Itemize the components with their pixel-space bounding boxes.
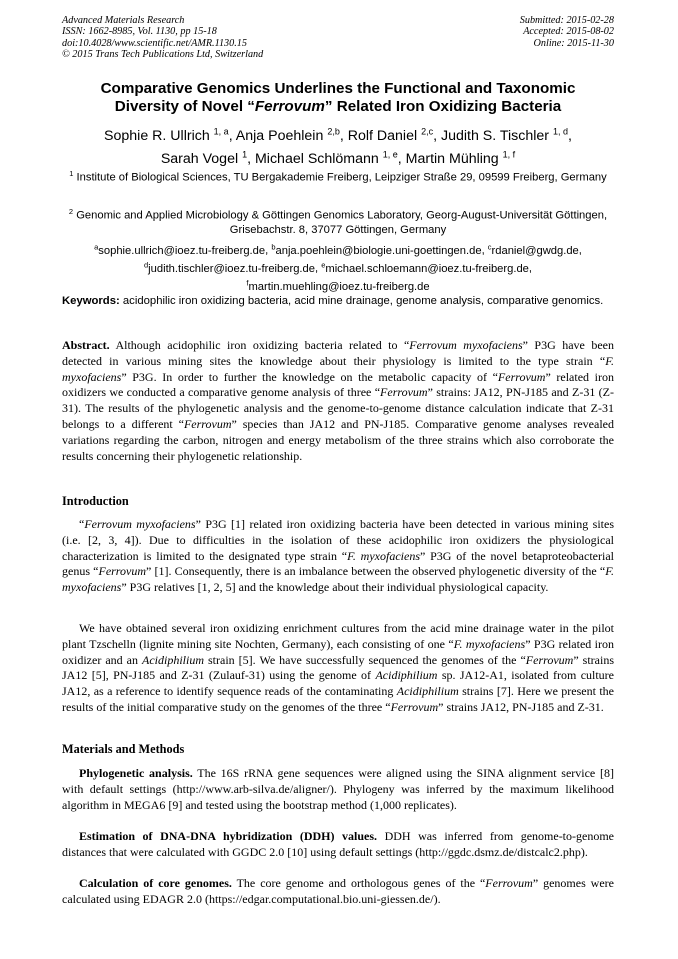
italic-term: Acidiphilium [142,652,204,667]
text-run: “ [79,517,85,531]
methods-paragraph-ddh: Estimation of DNA-DNA hybridization (DDH) values. DDH was inferred from genome-to-genome distances that were calculated with GGDC 2.0 [10] using default settings (http://ggdc.dsmz.de/distcalc2.php). [62,829,615,859]
italic-term: F. myxofaciens [62,564,614,595]
introduction-paragraph [62,517,614,596]
affiliation-1: $^1$ Institute of Biological Sciences, TU Bergakademie Freiberg, Leipziger Straße 29, 09599 Freiberg, Germany [69,169,607,184]
text-run: Although acidophilic iron oxidizing bacteria related to “ [109,338,410,352]
keywords-label: Keywords: [62,295,120,307]
keywords [62,294,614,310]
italic-term: Ferrovum myxofaciens [84,517,196,531]
text-run: ” strains JA12 [5], PN-J185 and Z-31 (Zulauf-31) using the genome of [62,652,615,683]
email-address[interactable]: $^c$rdaniel@gwdg.de [487,242,579,257]
text-run: ” species than JA12 and PN-J185. Comparative genome analyses revealed variations regarding the carbon, nitrogen and energy metabolism of the three strains which also corroborate the results concerning their phylogenetic relationship. [62,416,614,463]
text-run: ” P3G relatives [1, 2, 5] and the knowledge about their individual physiological capacity. [121,580,549,595]
issn-line: ISSN: 1662-8985, Vol. 1130, pp 15-18 [62,26,217,38]
text-run: We have obtained several iron oxidizing enrichment cultures from the acid mine drainage water in the pilot plant Tzschelln (lignite mining site Nochten, Germany), each consisting of one “ [62,621,614,651]
italic-term: F. myxofaciens [62,353,614,384]
italic-term: Ferrovum [485,876,533,890]
text-run: ” P3G related iron oxidizer and an [62,636,615,667]
text-run: ” [1]. Consequently, there is an imbalance between the observed phylogenetic diversity of the “ [146,564,606,579]
italic-term: F. myxofaciens [453,636,526,651]
text-run: ” P3G of the novel betaproteobacterial genus “ [62,548,614,579]
text-run: ” P3G have been detected in various mining sites the knowledge about their physiology is limited to the type strain “ [62,338,614,368]
author-list [62,122,614,169]
paper-title [62,80,614,116]
email-address[interactable]: $^a$sophie.ullrich@ioez.tu-freiberg.de [94,242,266,257]
email-address[interactable]: $^f$martin.muehling@ioez.tu-freiberg.de [246,278,430,294]
text-run: ” strains JA12, PN-J185 and Z-31. [438,699,604,714]
italic-term: Ferrovum [98,564,147,579]
text-run: sp. JA12-A1, isolated from culture JA12, as a reference to identify sequence reads of the contaminating [62,668,615,699]
text-run: ” strains: JA12, PN-J185 and Z-31 (Z-31). The results of the phylogenetic analysis and the genome-to-genome distance calculation indicate that Z-31 belongs to a different “ [62,385,614,431]
introduction-paragraph [62,621,614,716]
abstract [62,338,614,464]
text-run: strains [7]. Here we present the results of the initial comparative study on the genomes of the three “ [62,684,614,714]
italic-term: Ferrovum [183,416,232,431]
italic-term: Ferrovum [525,652,574,667]
journal-header-right [520,15,614,49]
text-run: ” P3G [1] related iron oxidizing bacteria have been detected in various mining sites (i.e. [2, 3, 4]). Due to difficulties in the isolation of these acidophilic iron oxidizers the physiological characterization is limited to the designated type strain “ [62,517,615,563]
title-line-2: Diversity of Novel “Ferrovum” Related Iron Oxidizing Bacteria [114,98,562,115]
author: Sophie R. Ullrich $^{1, a}$, [104,126,236,144]
text-run: The core genome and orthologous genes of the “ [231,876,486,890]
journal-header-left [62,15,263,60]
author: Anja Poehlein $^{2,b}$, [235,126,348,144]
keywords-text: acidophilic iron oxidizing bacteria, acid mine drainage, genome analysis, comparative genomics. [119,295,604,307]
text-run: ” P3G. In order to further the knowledge on the metabolic capacity of “ [121,369,498,384]
italic-term: Acidiphilium [396,684,459,699]
italic-term: Ferrovum myxofaciens [409,338,523,352]
accepted-date: Accepted: 2015-08-02 [523,26,614,38]
email-address[interactable]: $^e$michael.schloemann@ioez.tu-freiberg.de [321,260,529,276]
doi-line: doi:10.4028/www.scientific.net/AMR.1130.15 [62,37,247,49]
text-run: ” genomes were calculated using EDAGR 2.0 (https://edgar.computational.bio.uni-giessen.de/). [62,876,614,906]
author: Sarah Vogel $^1$, [160,149,255,168]
author: Michael Schlömann $^{1, e}$, [254,149,406,168]
affiliation-2: $^2$ Genomic and Applied Microbiology & Göttingen Genomics Laboratory, Georg-August-Universität Göttingen, Grisebachstr. 8, 37077 Göttingen, Germany [68,207,608,237]
email-address[interactable]: $^b$anja.poehlein@biologie.uni-goettingen.de [271,242,482,257]
italic-term: F. myxofaciens [347,548,420,563]
text-run: ” related iron oxidizers we conducted a comparative genome analysis of three “ [62,369,614,400]
email-list: $^a$sophie.ullrich@ioez.tu-freiberg.de, $^b$anja.poehlein@biologie.uni-goettingen.de, $^c$rdaniel@gwdg.de, $^d$judith.tischler@ioez.tu-freiberg.de, $^e$michael.schloemann@ioez.tu-freiberg.de, $^f$martin.muehling@ioez.tu-freiberg.de [94,242,582,294]
author: Judith S. Tischler $^{1, d}$, [440,126,572,144]
online-date: Online: 2015-11-30 [533,37,614,49]
section-heading-introduction: Introduction [62,494,129,508]
author: Rolf Daniel $^{2,c}$, [347,126,441,144]
abstract-text [62,338,614,463]
italic-term: Ferrovum [497,369,546,384]
italic-term: Acidiphilium [375,668,438,683]
methods-paragraph-phylogeny: Phylogenetic analysis. The 16S rRNA gene sequences were aligned using the SINA alignment service [8] with default settings (http://www.arb-silva.de/aligner/). Phylogeny was inferred by the maximum likelihood algorithm in MEGA6 [9] and tested using the bootstrap method (1,000 replicates). [62,766,614,812]
methods-paragraph-core-genomes: Calculation of core genomes. The core genome and orthologous genes of the “Ferrovum” genomes were calculated using EDAGR 2.0 (https://edgar.computational.bio.uni-giessen.de/). [62,876,614,906]
italic-term: Ferrovum [380,385,428,400]
journal-name: Advanced Materials Research [62,15,185,26]
email-address[interactable]: $^d$judith.tischler@ioez.tu-freiberg.de [143,260,315,276]
submitted-date: Submitted: 2015-02-28 [519,15,614,26]
abstract-label: Abstract. [62,338,110,352]
title-line-1: Comparative Genomics Underlines the Functional and Taxonomic [100,80,576,97]
copyright-line: © 2015 Trans Tech Publications Ltd, Switzerland [62,48,264,60]
author: Martin Mühling $^{1, f}$ [405,149,516,168]
italic-term: Ferrovum [390,699,439,714]
section-heading-methods: Materials and Methods [62,742,185,756]
text-run: strain [5]. We have successfully sequenced the genomes of the “ [204,652,526,667]
